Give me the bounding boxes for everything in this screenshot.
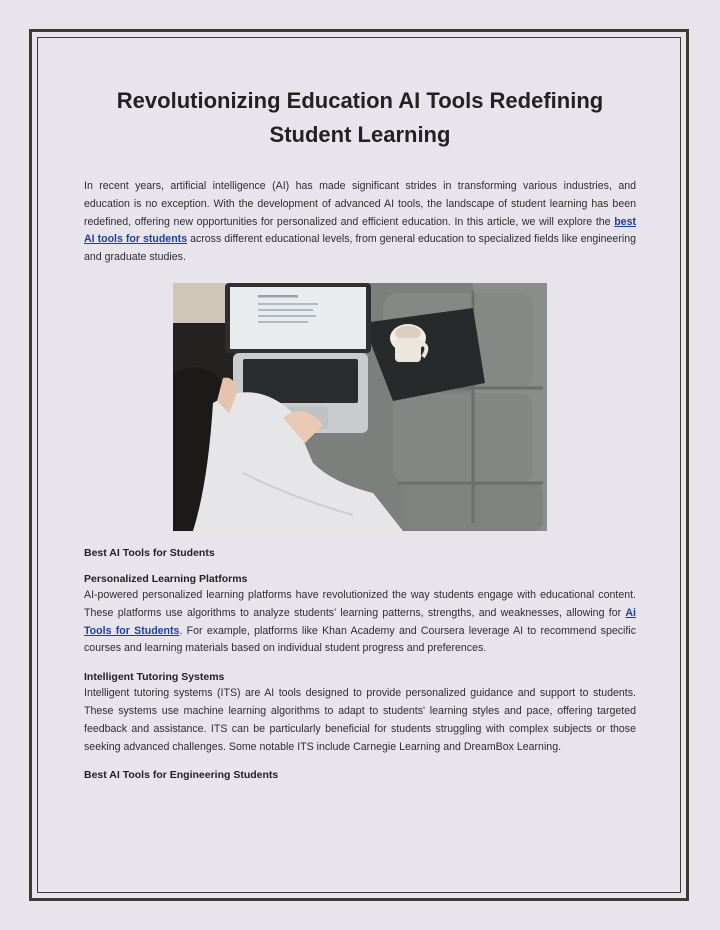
platforms-heading: Personalized Learning Platforms	[84, 572, 248, 585]
article-body	[84, 84, 636, 783]
laptop-photo	[173, 283, 547, 531]
best-tools-heading: Best AI Tools for Students	[84, 546, 215, 559]
engineering-heading: Best AI Tools for Engineering Students	[84, 769, 279, 782]
platforms-text-start: AI-powered personalized learning platforms have revolutionized the way students engage with educational content. These platforms use algorithms to analyze students' learning patterns, strengths, and weaknesses, allowing for	[84, 588, 636, 619]
intro-text-end: across different educational levels, from general education to specialized fields like engineering and graduate studies.	[84, 233, 636, 264]
intro-paragraph	[84, 178, 636, 267]
its-heading: Intelligent Tutoring Systems	[84, 671, 225, 684]
platforms-paragraph	[84, 587, 636, 658]
ai-tools-for-students-link[interactable]: Ai Tools for Students	[84, 606, 636, 637]
page-title: Revolutionizing Education AI Tools Redefining Student Learning	[116, 88, 604, 147]
its-paragraph: Intelligent tutoring systems (ITS) are AI tools designed to provide personalized guidance and support to students. These systems use machine learning algorithms to adapt to students' learning styles and pace, offering targeted feedback and assistance. ITS can be particularly beneficial for students struggling with complex subjects or those seeking advanced challenges. Some notable ITS include Carnegie Learning and DreamBox Learning.	[84, 687, 636, 753]
intro-text-start: In recent years, artificial intelligence (AI) has made significant strides in transforming various industries, and education is no exception. With the development of advanced AI tools, the landscape of student learning has been redefined, offering new opportunities for personalized and efficient education. In this article, we will explore the	[84, 180, 636, 228]
platforms-text-end: . For example, platforms like Khan Academy and Coursera leverage AI to recommend specific courses and learning materials based on individual student progress and preferences.	[84, 624, 636, 655]
best-ai-tools-link[interactable]: best AI tools for students	[84, 215, 636, 246]
